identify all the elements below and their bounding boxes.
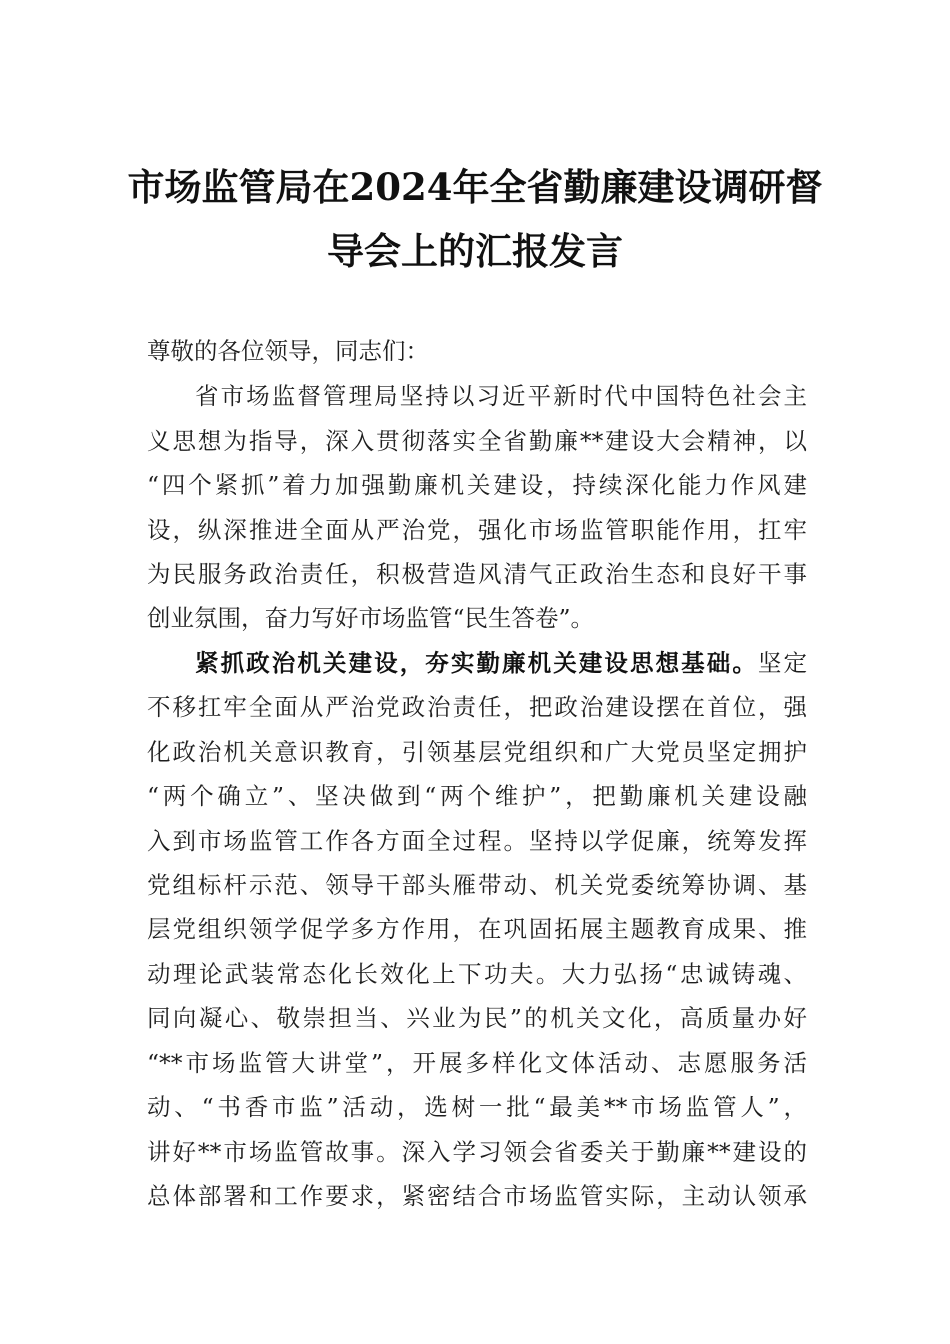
paragraph-1-line: 义思想为指导，深入贯彻落实全省勤廉**建设大会精神，以 <box>147 427 807 455</box>
paragraph-1-line: 为民服务政治责任，积极营造风清气正政治生态和良好干事 <box>147 560 807 588</box>
paragraph-2-line: 党组标杆示范、领导干部头雁带动、机关党委统筹协调、基 <box>147 871 807 899</box>
paragraph-2-line: 化政治机关意识教育，引领基层党组织和广大党员坚定拥护 <box>147 738 807 766</box>
paragraph-2-line: 层党组织领学促学多方作用，在巩固拓展主题教育成果、推 <box>147 915 807 943</box>
greeting: 尊敬的各位领导，同志们： <box>147 337 429 365</box>
section-heading: 紧抓政治机关建设，夯实勤廉机关建设思想基础。 <box>195 649 758 677</box>
paragraph-2-line: 动理论武装常态化长效化上下功夫。大力弘扬“忠诚铸魂、 <box>147 960 807 988</box>
paragraph-2-line: 动、“书香市监”活动，选树一批“最美**市场监管人”， <box>147 1093 807 1121</box>
document-title-line-1: 市场监管局在2024年全省勤廉建设调研督 <box>127 165 823 209</box>
paragraph-2-first-line <box>195 648 807 678</box>
paragraph-2-line: “两个确立”、坚决做到“两个维护”，把勤廉机关建设融 <box>147 782 807 810</box>
paragraph-2-line: 入到市场监管工作各方面全过程。坚持以学促廉，统筹发挥 <box>147 827 807 855</box>
paragraph-2-line: 同向凝心、敬崇担当、兴业为民”的机关文化，高质量办好 <box>147 1004 807 1032</box>
document-title-line-2: 导会上的汇报发言 <box>327 229 623 273</box>
paragraph-2-line: 讲好**市场监管故事。深入学习领会省委关于勤廉**建设的 <box>147 1138 807 1166</box>
paragraph-1-line: “四个紧抓”着力加强勤廉机关建设，持续深化能力作风建 <box>147 471 807 499</box>
paragraph-1-line: 设，纵深推进全面从严治党，强化市场监管职能作用，扛牢 <box>147 516 807 544</box>
paragraph-1-line: 创业氛围，奋力写好市场监管“民生答卷”。 <box>147 604 595 632</box>
paragraph-2-line: 不移扛牢全面从严治党政治责任，把政治建设摆在首位，强 <box>147 693 807 721</box>
paragraph-2-first-tail: 坚定 <box>757 649 808 677</box>
paragraph-2-line: 总体部署和工作要求，紧密结合市场监管实际，主动认领承 <box>147 1182 807 1210</box>
paragraph-1-line: 省市场监督管理局坚持以习近平新时代中国特色社会主 <box>195 382 807 410</box>
paragraph-2-line: “**市场监管大讲堂”，开展多样化文体活动、志愿服务活 <box>147 1049 807 1077</box>
